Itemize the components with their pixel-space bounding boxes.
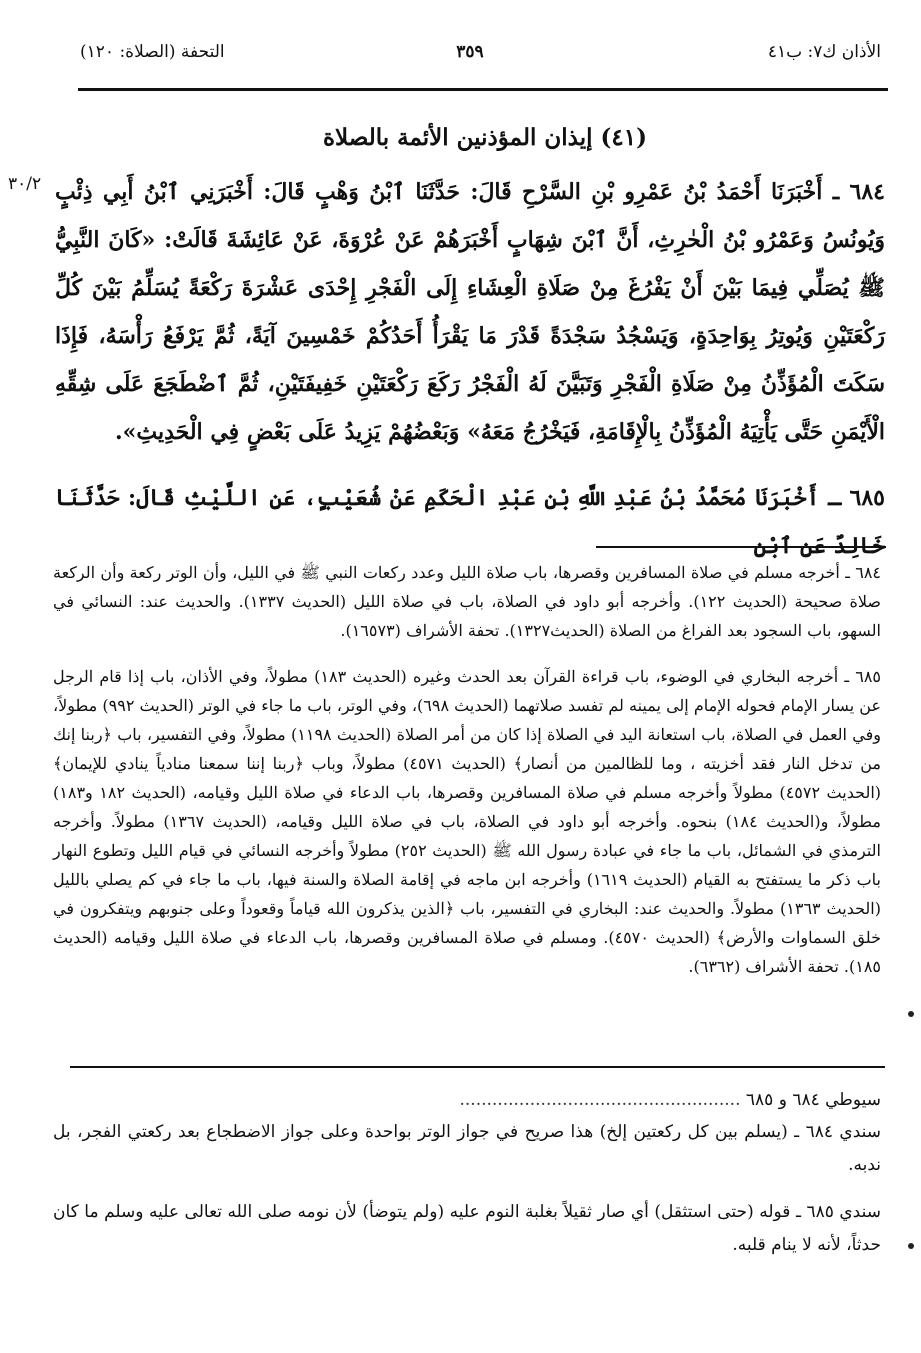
margin-reference: ٣٠/٢: [8, 174, 42, 194]
hadith-text: أَخْبَرَنَا مُحَمَّدُ بْنُ عَبْدِ اللَّهِ بْنِ عَبْدِ الْحَكَمِ عَنْ شُعَيْبٍ، عَنِ اللَّيْثِ قَالَ: حَدَّثَنَا خَالِدٌ عَنِ ٱبْنِ: [55, 485, 885, 559]
footnote-685: ٦٨٥ ـ أخرجه البخاري في الوضوء، باب قراءة القرآن بعد الحدث وغيره (الحديث ١٨٣) مطولاً، وفي الأذان، باب إذا قام الرجل عن يسار الإمام فحوله الإمام إلى يمينه لم تفسد صلاتهما (الحديث ٦٩٨)، وفي الوتر، باب ما جاء في الوتر (الحديث ٩٩٢) مطولاً، وفي العمل في الصلاة، باب استعانة اليد في الصلاة إذا كان من أمر الصلاة (الحديث ١١٩٨) مطولاً، وفي التفسير، باب ﴿ربنا إنك من تدخل النار فقد أخزيته ، وما للظالمين من أنصار﴾ (الحديث ٤٥٧١) مطولاً، وباب ﴿ربنا إننا سمعنا منادياً ينادي للإيمان﴾ (الحديث ٤٥٧٢) مطولاً وأخرجه مسلم في صلاة المسافرين وقصرها، باب الدعاء في صلاة الليل وقيامه، (الحديث ١٨٢ و١٨٣) مطولاً، و(الحديث ١٨٤) بنحوه. وأخرجه أبو داود في الصلاة، باب في صلاة الليل وقيامه، (الحديث ١٣٦٧) مطولاً. وأخرجه الترمذي في الشمائل، باب ما جاء في عبادة رسول الله ﷺ (الحديث ٢٥٢) مطولاً وأخرجه النسائي في قيام الليل وتطوع النهار باب ذكر ما يستفتح به القيام (الحديث ١٦١٩) وأخرجه ابن ماجه في إقامة الصلاة والسنة فيها، باب ما جاء في كم يصلي بالليل (الحديث ١٣٦٣) مطولاً. والحديث عند: البخاري في التفسير، باب ﴿الذين يذكرون الله قياماً وقعوداً وعلى جنوبهم ويتفكرون في خلق السماوات والأرض﴾ (الحديث ٤٥٧٠). ومسلم في صلاة المسافرين وقصرها، باب الدعاء في صلاة الليل وقيامه (الحديث ١٨٥). تحفة الأشراف (٦٣٦٢).: [53, 667, 882, 976]
footnote-separator: [596, 546, 886, 548]
hadith-number: ٦٨٤ ـ: [832, 179, 885, 205]
hadith-text: أَخْبَرَنَا أَحْمَدُ بْنُ عَمْرِو بْنِ السَّرْحِ قَالَ: حَدَّثَنَا ٱبْنُ وَهْبٍ قَالَ: أَخْبَرَنِي ٱبْنُ أَبِي ذِئْبٍ وَيُونُسُ وَعَمْرُو بْنُ الْحٰرِثِ، أَنَّ ٱبْنَ شِهَابٍ أَخْبَرَهُمْ عَنْ عُرْوَةَ، عَنْ عَائِشَةَ قَالَتْ: «كَانَ النَّبِيُّ ﷺ يُصَلِّي فِيمَا بَيْنَ أَنْ يَفْرُغَ مِنْ صَلَاةِ الْعِشَاءِ إِلَى الْفَجْرِ إِحْدَى عَشْرَةَ رَكْعَةً يُسَلِّمُ بَيْنَ كُلِّ رَكْعَتَيْنِ وَيُوتِرُ بِوَاحِدَةٍ، وَيَسْجُدُ سَجْدَةً قَدْرَ مَا يَقْرَأُ أَحَدُكُمْ خَمْسِينَ آيَةً، ثُمَّ يَرْفَعُ رَأْسَهُ، فَإِذَا سَكَتَ الْمُؤَذِّنُ مِنْ صَلَاةِ الْفَجْرِ وَتَبَيَّنَ لَهُ الْفَجْرُ رَكَعَ رَكْعَتَيْنِ خَفِيفَتَيْنِ، ثُمَّ ٱضْطَجَعَ عَلَى شِقِّهِ الْأَيْمَنِ حَتَّى يَأْتِيَهُ الْمُؤَذِّنُ بِالْإِقَامَةِ، فَيَخْرُجُ مَعَهُ» وَبَعْضُهُمْ يَزِيدُ عَلَى بَعْضٍ فِي الْحَدِيثِ».: [55, 179, 885, 445]
commentary-sindi-685: سندي ٦٨٥ ـ قوله (حتى استثقل) أي صار ثقيلاً بغلبة النوم عليه (ولم يتوضأ) لأن نومه صلى الله تعالى عليه وسلم ما كان حدثاً، لأنه لا ينام قلبه.: [53, 1202, 881, 1255]
header-chapter-ref: الأذان ك٧: ب٤١: [767, 42, 881, 62]
suyuti-dots: ....................................................: [459, 1090, 741, 1110]
commentary-sindi-684: سندي ٦٨٤ ـ (يسلم بين كل ركعتين إلخ) هذا صريح في جواز الوتر بواحدة وعلى جواز الاضطجاع بعد ركعتي الفجر، بل ندبه.: [53, 1122, 881, 1175]
margin-dot: [908, 1011, 914, 1017]
header-rule: [78, 88, 888, 91]
hadith-684: [55, 168, 885, 456]
chapter-title: (٤١) إيذان المؤذنين الأئمة بالصلاة: [322, 124, 647, 151]
hadith-number: ٦٨٥ ـ: [828, 485, 885, 511]
hadith-685: [55, 474, 885, 570]
footnote-684: ٦٨٤ ـ أخرجه مسلم في صلاة المسافرين وقصرها، باب صلاة الليل وعدد ركعات النبي ﷺ في الليل، وأن الوتر ركعة وأن الركعة صلاة صحيحة (الحديث ١٢٢). وأخرجه أبو داود في الصلاة، باب في صلاة الليل (الحديث ١٣٣٧). والحديث عند: النسائي في السهو، باب السجود بعد الفراغ من الصلاة (الحديث١٣٢٧). تحفة الأشراف (١٦٥٧٣).: [53, 563, 882, 640]
margin-dot: [908, 1243, 914, 1249]
suyuti-heading: سيوطي ٦٨٤ و ٦٨٥: [745, 1090, 881, 1110]
commentary-suyuti: [53, 1084, 881, 1117]
page-number: ٣٥٩: [456, 42, 484, 62]
header-tuhfa-ref: التحفة (الصلاة: ١٢٠): [80, 42, 225, 62]
commentary-separator: [70, 1066, 885, 1068]
